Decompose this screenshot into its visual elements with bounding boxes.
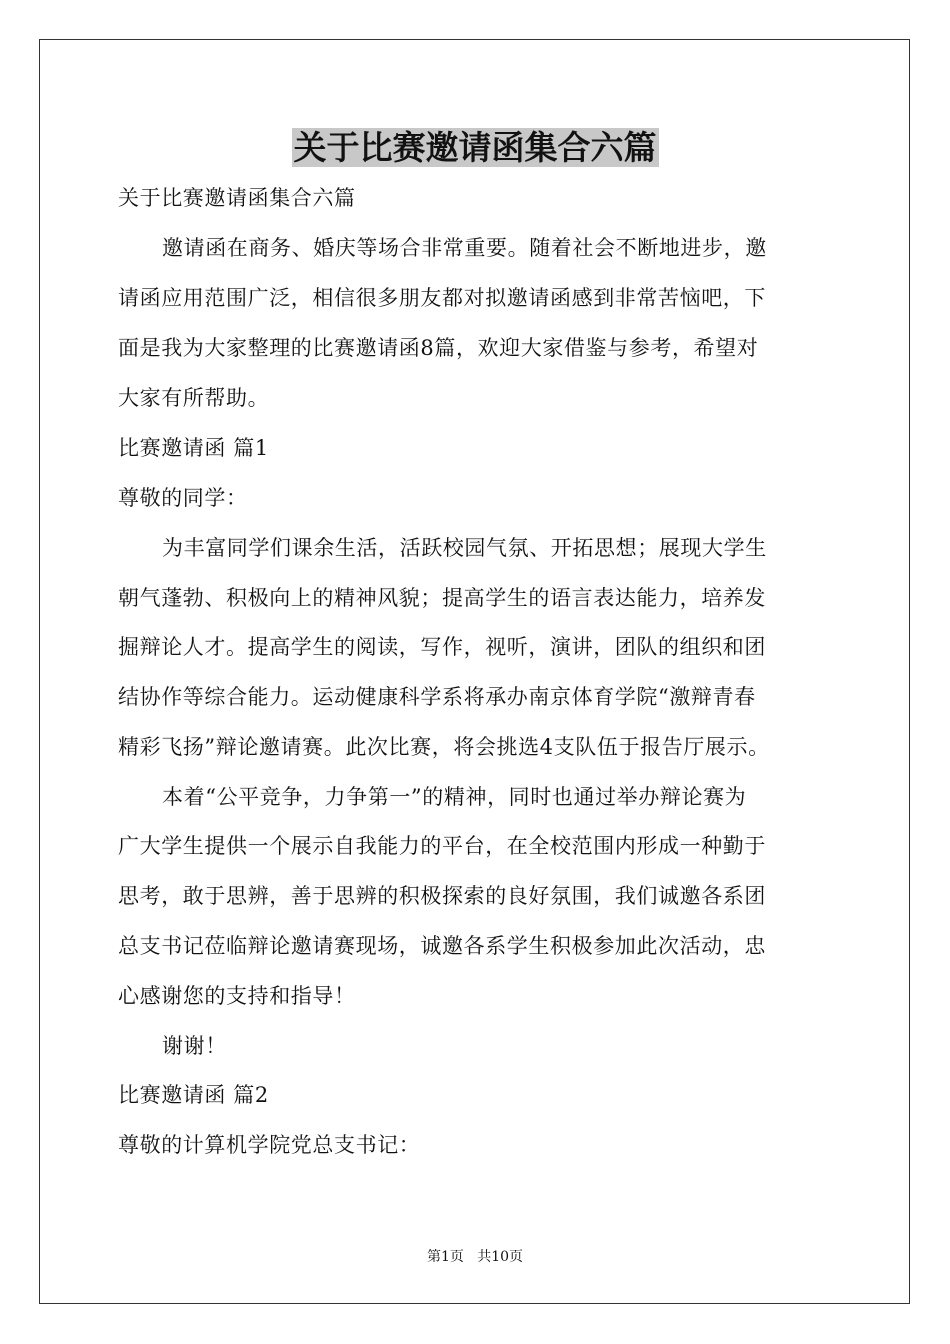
subtitle-line: 关于比赛邀请函集合六篇 [118,186,356,210]
body-line-2: 朝气蓬勃、积极向上的精神风貌；提高学生的语言表达能力，培养发 [118,586,766,610]
section-heading-2: 比赛邀请函 篇2 [118,1083,269,1107]
intro-line-2: 请函应用范围广泛，相信很多朋友都对拟邀请函感到非常苦恼吧，下 [118,286,766,310]
salutation-1: 尊敬的同学： [118,486,248,510]
page-border [39,39,910,1304]
section-heading-1: 比赛邀请函 篇1 [118,436,269,460]
body-line-3: 掘辩论人才。提高学生的阅读，写作，视听，演讲，团队的组织和团 [118,635,766,659]
intro-line-4: 大家有所帮助。 [118,386,270,410]
body-line-7: 广大学生提供一个展示自我能力的平台，在全校范围内形成一种勤于 [118,834,766,858]
salutation-2: 尊敬的计算机学院党总支书记： [118,1133,421,1157]
page-number-footer: 第1页 共10页 [426,1249,524,1265]
document-title: 关于比赛邀请函集合六篇 [293,128,657,167]
body-line-4: 结协作等综合能力。运动健康科学系将承办南京体育学院“激辩青春 [118,685,756,709]
body-line-9: 总支书记莅临辩论邀请赛现场，诚邀各系学生积极参加此次活动，忠 [118,934,766,958]
thanks-line: 谢谢！ [162,1034,227,1058]
body-line-6: 本着“公平竞争，力争第一”的精神，同时也通过举办辩论赛为 [162,785,747,809]
body-line-10: 心感谢您的支持和指导！ [118,984,356,1008]
intro-line-1: 邀请函在商务、婚庆等场合非常重要。随着社会不断地进步，邀 [162,236,767,260]
intro-line-3: 面是我为大家整理的比赛邀请函8篇，欢迎大家借鉴与参考，希望对 [118,336,759,360]
body-line-5: 精彩飞扬”辩论邀请赛。此次比赛，将会挑选4支队伍于报告厅展示。 [118,735,770,759]
body-line-1: 为丰富同学们课余生活，活跃校园气氛、开拓思想；展现大学生 [162,536,767,560]
body-line-8: 思考，敢于思辨，善于思辨的积极探索的良好氛围，我们诚邀各系团 [118,884,766,908]
